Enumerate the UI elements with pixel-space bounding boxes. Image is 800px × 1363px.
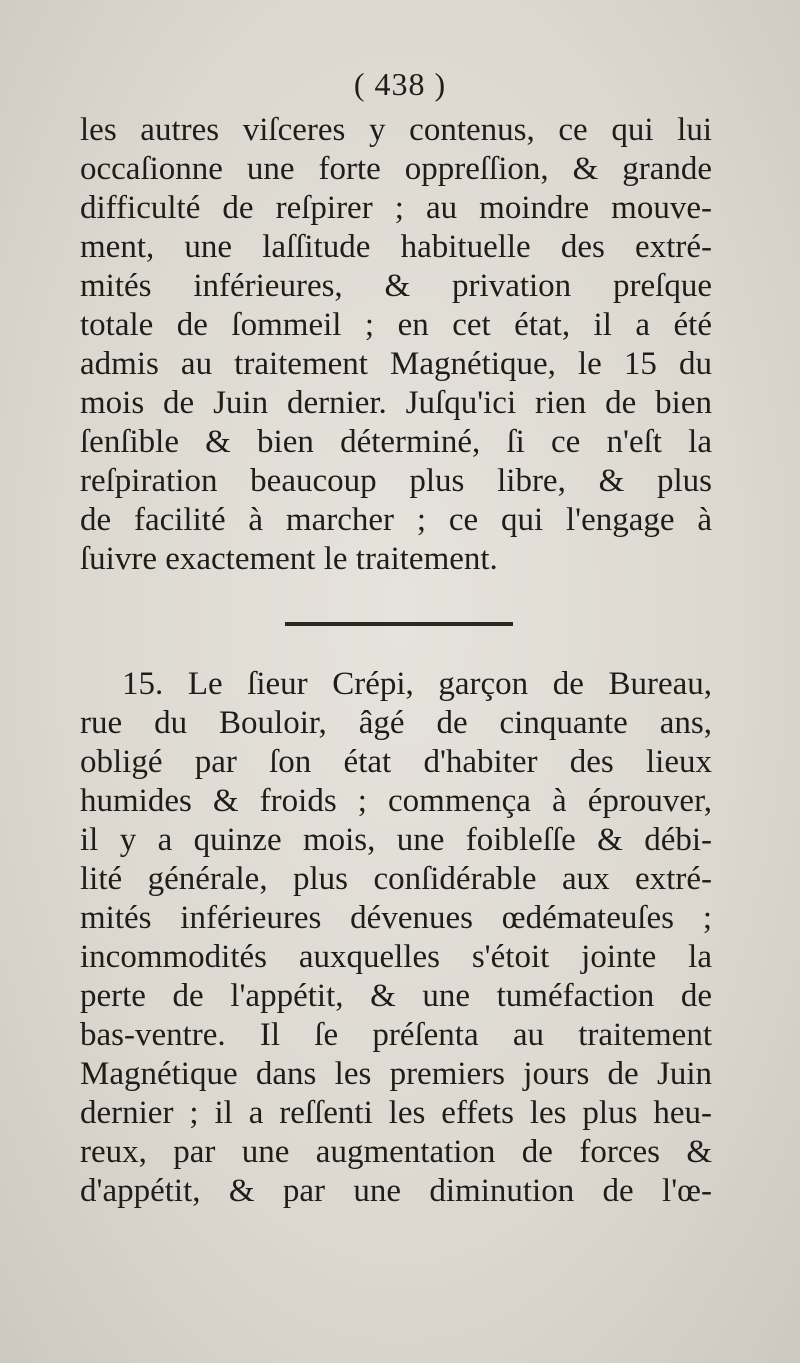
text-line: difficulté de reſpirer ; au moindre mouve- — [80, 190, 712, 226]
text-line: ſuivre exactement le traitement. — [80, 541, 498, 577]
text-line: 15. Le ſieur Crépi, garçon de Bureau, — [122, 666, 712, 702]
text-line: reux, par une augmentation de forces & — [80, 1134, 712, 1170]
text-line: Magnétique dans les premiers jours de Juin — [80, 1056, 712, 1092]
text-line: lité générale, plus conſidérable aux extré- — [80, 861, 712, 897]
text-line: rue du Bouloir, âgé de cinquante ans, — [80, 705, 712, 741]
text-line: ſenſible & bien déterminé, ſi ce n'eſt la — [80, 424, 712, 460]
paragraph-continued — [80, 111, 712, 579]
text-line: les autres viſceres y contenus, ce qui lui — [80, 112, 712, 148]
text-line: de facilité à marcher ; ce qui l'engage à — [80, 502, 712, 538]
text-line: mois de Juin dernier. Juſqu'ici rien de bien — [80, 385, 712, 421]
text-line: incommodités auxquelles s'étoit jointe la — [80, 939, 712, 975]
paragraph-entry-15 — [80, 665, 712, 1211]
text-line: mités inférieures, & privation preſque — [80, 268, 712, 304]
page-number: ( 438 ) — [353, 66, 447, 102]
text-line: d'appétit, & par une diminution de l'œ- — [80, 1173, 712, 1209]
text-line: occaſionne une forte oppreſſion, & grande — [80, 151, 712, 187]
text-line: admis au traitement Magnétique, le 15 du — [80, 346, 712, 382]
text-line: ment, une laſſitude habituelle des extré- — [80, 229, 712, 265]
section-divider-rule — [285, 622, 513, 626]
text-line: dernier ; il a reſſenti les effets les plus heu- — [80, 1095, 712, 1131]
text-line: obligé par ſon état d'habiter des lieux — [80, 744, 712, 780]
text-line: totale de ſommeil ; en cet état, il a été — [80, 307, 712, 343]
text-line: perte de l'appétit, & une tuméfaction de — [80, 978, 712, 1014]
text-line: mités inférieures dévenues œdémateuſes ; — [80, 900, 712, 936]
text-line: bas-ventre. Il ſe préſenta au traitement — [80, 1017, 712, 1053]
text-line: reſpiration beaucoup plus libre, & plus — [80, 463, 712, 499]
text-line: humides & froids ; commença à éprouver, — [80, 783, 712, 819]
text-line: il y a quinze mois, une foibleſſe & débi- — [80, 822, 712, 858]
